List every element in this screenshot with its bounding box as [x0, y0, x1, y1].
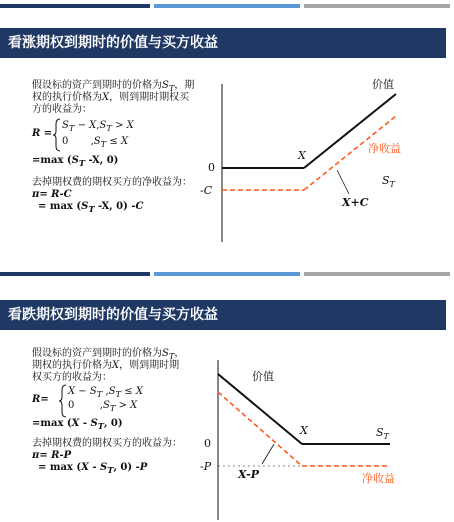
section2-payoff-chart: [200, 356, 410, 522]
section1-brace: [52, 118, 62, 152]
section2-para-line2: 期权的执行价格为X，则到期时期: [32, 360, 180, 371]
section2-r-label: R=: [32, 394, 49, 405]
mid-stripe-blue: [154, 272, 300, 276]
section2-brace: [58, 384, 68, 418]
section1-r-label: R =: [32, 128, 53, 139]
zero-label: 0: [208, 161, 215, 174]
section1-para-line3: 方的收益为：: [32, 104, 92, 115]
top-stripe-blue: [154, 4, 300, 8]
section1-pi-line: π= R-C: [32, 189, 72, 200]
x-label: X: [298, 149, 306, 162]
section1-case2: 0 $,S_T \le X$: [62, 136, 129, 149]
zero-label: 0: [204, 437, 211, 450]
value-label: 价值: [372, 78, 394, 91]
section2-para-line1: 假设标的资产到期时的价格为$S_T$，: [32, 348, 185, 361]
section2-para-line3: 权买方的收益为：: [32, 372, 112, 383]
net-label: 净收益: [362, 472, 395, 485]
x-label: X: [300, 424, 308, 437]
xp-label: X-P: [238, 468, 259, 481]
xc-pointer: [337, 170, 349, 194]
section2-case2: 0 $,S_T > X$: [68, 400, 138, 413]
section1-para-line1: 假设标的资产到期时的价格为$S_T$，期: [32, 80, 195, 93]
section1-net-intro: 去掉期权费的期权买方的净收益为：: [32, 177, 192, 188]
section1-title: 看涨期权到期时的价值与买方收益: [0, 28, 446, 58]
net-line-fall: [218, 392, 302, 466]
section2-pi-line: π= R-P: [32, 450, 72, 461]
minus-p-label: -P: [200, 460, 212, 473]
section1-max-line: =max ($S_T$ -X, 0): [32, 155, 119, 168]
st-label: $S_T$: [382, 174, 395, 189]
section2-pi-max: = $\max (X - S_T$, 0) -P: [38, 462, 148, 475]
section2-case1: $X - S_T$ $,S_T \le X$: [68, 386, 143, 399]
section2-max-line: =max ($X - S_T$, 0): [32, 418, 123, 431]
section1-pi-max: = $\max (S_T$ -X, 0) -C: [38, 201, 144, 214]
top-stripe-dark: [0, 4, 150, 8]
section2-net-intro: 去掉期权费的期权买方的收益为：: [32, 438, 182, 449]
section2-title: 看跌期权到期时的价值与买方收益: [0, 300, 446, 330]
st-label: $S_T$: [376, 426, 389, 441]
value-line: [218, 374, 302, 444]
net-label: 净收益: [368, 142, 401, 155]
mid-stripe-gray: [304, 272, 450, 276]
section1-para-line2: 权的执行价格为X，则到期时期权买: [32, 92, 190, 103]
xc-label: X+C: [342, 196, 369, 209]
minus-c-label: -C: [200, 184, 213, 197]
section1-payoff-chart: [200, 70, 410, 246]
xp-pointer: [262, 444, 274, 464]
mid-stripe-dark: [0, 272, 150, 276]
value-label: 价值: [252, 370, 274, 383]
value-line: [304, 94, 396, 168]
top-stripe-gray: [304, 4, 450, 8]
section1-case1: $S_T - X,S_T > X$: [62, 120, 134, 133]
